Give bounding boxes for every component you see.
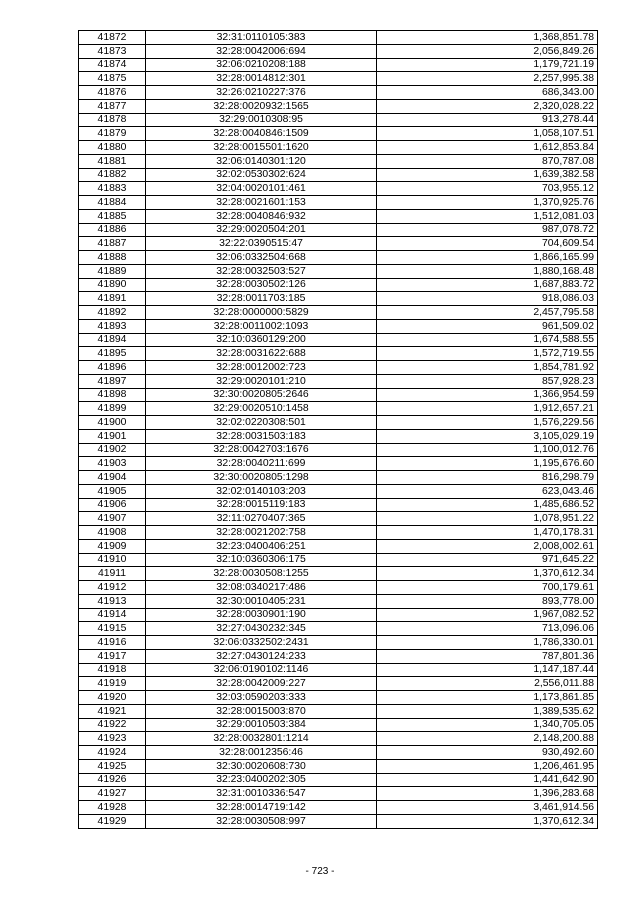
table-row <box>79 636 598 650</box>
cadastral-number-cell: 32:28:0030502:126 <box>146 278 377 292</box>
page-number: - 723 - <box>305 866 335 877</box>
cadastral-value-cell: 816,298.79 <box>377 471 598 485</box>
record-number-cell: 41906 <box>79 498 146 512</box>
record-number-cell: 41882 <box>79 168 146 182</box>
cadastral-number-cell: 32:06:0332504:668 <box>146 251 377 265</box>
cadastral-value-cell: 1,912,657.21 <box>377 402 598 416</box>
cadastral-number-cell: 32:30:0020805:1298 <box>146 471 377 485</box>
table-row <box>79 182 598 196</box>
table-row <box>79 773 598 787</box>
cadastral-number-cell: 32:28:0015501:1620 <box>146 141 377 155</box>
record-number-cell: 41877 <box>79 99 146 113</box>
cadastral-value-cell: 1,396,283.68 <box>377 787 598 801</box>
cadastral-number-cell: 32:28:0014719:142 <box>146 801 377 815</box>
record-number-cell: 41884 <box>79 196 146 210</box>
cadastral-number-cell: 32:06:0332502:2431 <box>146 636 377 650</box>
cadastral-number-cell: 32:23:0400202:305 <box>146 773 377 787</box>
cadastral-value-cell: 686,343.00 <box>377 86 598 100</box>
table-row <box>79 402 598 416</box>
cadastral-number-cell: 32:28:0042009:227 <box>146 677 377 691</box>
cadastral-number-cell: 32:28:0030901:190 <box>146 608 377 622</box>
table-row <box>79 691 598 705</box>
cadastral-number-cell: 32:28:0015003:870 <box>146 704 377 718</box>
record-number-cell: 41910 <box>79 553 146 567</box>
cadastral-number-cell: 32:02:0140103:203 <box>146 484 377 498</box>
cadastral-number-cell: 32:28:0031622:688 <box>146 347 377 361</box>
table-row <box>79 306 598 320</box>
cadastral-value-cell: 1,370,925.76 <box>377 196 598 210</box>
record-number-cell: 41928 <box>79 801 146 815</box>
cadastral-number-cell: 32:30:0010405:231 <box>146 594 377 608</box>
cadastral-number-cell: 32:28:0040846:932 <box>146 209 377 223</box>
cadastral-value-cell: 623,043.46 <box>377 484 598 498</box>
cadastral-number-cell: 32:28:0011002:1093 <box>146 319 377 333</box>
cadastral-value-cell: 2,056,849.26 <box>377 44 598 58</box>
table-row <box>79 347 598 361</box>
table-row <box>79 361 598 375</box>
cadastral-number-cell: 32:11:0270407:365 <box>146 512 377 526</box>
table-row <box>79 746 598 760</box>
cadastral-value-cell: 893,778.00 <box>377 594 598 608</box>
cadastral-number-cell: 32:02:0220308:501 <box>146 416 377 430</box>
record-number-cell: 41913 <box>79 594 146 608</box>
record-number-cell: 41887 <box>79 237 146 251</box>
table-row <box>79 196 598 210</box>
record-number-cell: 41888 <box>79 251 146 265</box>
cadastral-number-cell: 32:28:0021202:758 <box>146 526 377 540</box>
table-row <box>79 594 598 608</box>
cadastral-number-cell: 32:29:0020504:201 <box>146 223 377 237</box>
table-row <box>79 31 598 45</box>
cadastral-value-cell: 1,612,853.84 <box>377 141 598 155</box>
cadastral-number-cell: 32:28:0014812:301 <box>146 72 377 86</box>
cadastral-number-cell: 32:06:0210208:188 <box>146 58 377 72</box>
cadastral-value-cell: 930,492.60 <box>377 746 598 760</box>
record-number-cell: 41896 <box>79 361 146 375</box>
table-row <box>79 374 598 388</box>
table-row <box>79 237 598 251</box>
cadastral-number-cell: 32:28:0031503:183 <box>146 429 377 443</box>
table-row <box>79 99 598 113</box>
table-row <box>79 814 598 828</box>
record-number-cell: 41912 <box>79 581 146 595</box>
record-number-cell: 41881 <box>79 154 146 168</box>
table-row <box>79 512 598 526</box>
cadastral-value-cell: 1,639,382.58 <box>377 168 598 182</box>
cadastral-value-cell: 1,441,642.90 <box>377 773 598 787</box>
cadastral-number-cell: 32:29:0010503:384 <box>146 718 377 732</box>
table-row <box>79 223 598 237</box>
record-number-cell: 41905 <box>79 484 146 498</box>
cadastral-value-cell: 703,955.12 <box>377 182 598 196</box>
record-number-cell: 41921 <box>79 704 146 718</box>
table-row <box>79 168 598 182</box>
cadastral-number-cell: 32:28:0000000:5829 <box>146 306 377 320</box>
table-row <box>79 429 598 443</box>
table-row <box>79 251 598 265</box>
record-number-cell: 41907 <box>79 512 146 526</box>
cadastral-value-cell: 1,366,954.59 <box>377 388 598 402</box>
record-number-cell: 41898 <box>79 388 146 402</box>
cadastral-value-cell: 1,854,781.92 <box>377 361 598 375</box>
cadastral-value-cell: 1,866,165.99 <box>377 251 598 265</box>
record-number-cell: 41925 <box>79 759 146 773</box>
table-row <box>79 457 598 471</box>
record-number-cell: 41899 <box>79 402 146 416</box>
cadastral-number-cell: 32:28:0032801:1214 <box>146 732 377 746</box>
cadastral-number-cell: 32:28:0012356:46 <box>146 746 377 760</box>
table-row <box>79 801 598 815</box>
cadastral-value-cell: 2,556,011.88 <box>377 677 598 691</box>
cadastral-value-cell: 1,687,883.72 <box>377 278 598 292</box>
cadastral-value-cell: 1,967,082.52 <box>377 608 598 622</box>
record-number-cell: 41929 <box>79 814 146 828</box>
record-number-cell: 41923 <box>79 732 146 746</box>
table-row <box>79 526 598 540</box>
cadastral-number-cell: 32:26:0210227:376 <box>146 86 377 100</box>
table-row <box>79 581 598 595</box>
cadastral-number-cell: 32:28:0020932:1565 <box>146 99 377 113</box>
table-row <box>79 484 598 498</box>
record-number-cell: 41927 <box>79 787 146 801</box>
record-number-cell: 41894 <box>79 333 146 347</box>
cadastral-number-cell: 32:28:0042703:1676 <box>146 443 377 457</box>
cadastral-number-cell: 32:28:0015119:183 <box>146 498 377 512</box>
table-row <box>79 718 598 732</box>
table-row <box>79 553 598 567</box>
record-number-cell: 41902 <box>79 443 146 457</box>
cadastral-number-cell: 32:02:0530302:624 <box>146 168 377 182</box>
table-row <box>79 127 598 141</box>
record-number-cell: 41880 <box>79 141 146 155</box>
record-number-cell: 41893 <box>79 319 146 333</box>
cadastral-number-cell: 32:03:0590203:333 <box>146 691 377 705</box>
record-number-cell: 41915 <box>79 622 146 636</box>
cadastral-value-cell: 2,008,002.61 <box>377 539 598 553</box>
cadastral-value-cell: 870,787.08 <box>377 154 598 168</box>
cadastral-number-cell: 32:28:0032503:527 <box>146 264 377 278</box>
cadastral-number-cell: 32:23:0400406:251 <box>146 539 377 553</box>
record-number-cell: 41918 <box>79 663 146 677</box>
cadastral-value-cell: 987,078.72 <box>377 223 598 237</box>
table-row <box>79 498 598 512</box>
cadastral-value-cell: 913,278.44 <box>377 113 598 127</box>
record-number-cell: 41890 <box>79 278 146 292</box>
cadastral-value-cell: 713,096.06 <box>377 622 598 636</box>
cadastral-value-cell: 2,257,995.38 <box>377 72 598 86</box>
record-number-cell: 41914 <box>79 608 146 622</box>
record-number-cell: 41879 <box>79 127 146 141</box>
record-number-cell: 41876 <box>79 86 146 100</box>
table-row <box>79 608 598 622</box>
cadastral-number-cell: 32:28:0021601:153 <box>146 196 377 210</box>
cadastral-value-cell: 1,576,229.56 <box>377 416 598 430</box>
table-row <box>79 704 598 718</box>
cadastral-value-cell: 1,147,187.44 <box>377 663 598 677</box>
cadastral-value-cell: 857,928.23 <box>377 374 598 388</box>
table-row <box>79 72 598 86</box>
record-number-cell: 41901 <box>79 429 146 443</box>
record-number-cell: 41872 <box>79 31 146 45</box>
cadastral-value-cell: 1,173,861.85 <box>377 691 598 705</box>
cadastral-value-cell: 1,470,178.31 <box>377 526 598 540</box>
cadastral-value-cell: 1,078,951.22 <box>377 512 598 526</box>
table-body <box>79 31 598 829</box>
record-number-cell: 41885 <box>79 209 146 223</box>
cadastral-value-cell: 971,645.22 <box>377 553 598 567</box>
cadastral-value-table <box>78 30 598 829</box>
record-number-cell: 41922 <box>79 718 146 732</box>
cadastral-value-cell: 1,195,676.60 <box>377 457 598 471</box>
cadastral-value-cell: 3,461,914.56 <box>377 801 598 815</box>
cadastral-number-cell: 32:31:0110105:383 <box>146 31 377 45</box>
cadastral-number-cell: 32:06:0190102:1146 <box>146 663 377 677</box>
cadastral-number-cell: 32:10:0360129:200 <box>146 333 377 347</box>
cadastral-number-cell: 32:28:0030508:997 <box>146 814 377 828</box>
cadastral-value-cell: 1,368,851.78 <box>377 31 598 45</box>
record-number-cell: 41920 <box>79 691 146 705</box>
cadastral-number-cell: 32:28:0040211:699 <box>146 457 377 471</box>
cadastral-number-cell: 32:28:0011703:185 <box>146 292 377 306</box>
cadastral-value-cell: 1,179,721.19 <box>377 58 598 72</box>
cadastral-value-cell: 1,485,686.52 <box>377 498 598 512</box>
table-row <box>79 154 598 168</box>
record-number-cell: 41926 <box>79 773 146 787</box>
table-row <box>79 649 598 663</box>
table-row <box>79 44 598 58</box>
table-row <box>79 663 598 677</box>
cadastral-value-cell: 704,609.54 <box>377 237 598 251</box>
table-row <box>79 677 598 691</box>
record-number-cell: 41909 <box>79 539 146 553</box>
cadastral-value-cell: 1,674,588.55 <box>377 333 598 347</box>
cadastral-number-cell: 32:28:0012002:723 <box>146 361 377 375</box>
record-number-cell: 41904 <box>79 471 146 485</box>
table-row <box>79 732 598 746</box>
cadastral-value-cell: 2,148,200.88 <box>377 732 598 746</box>
cadastral-number-cell: 32:22:0390515:47 <box>146 237 377 251</box>
cadastral-value-cell: 1,058,107.51 <box>377 127 598 141</box>
record-number-cell: 41917 <box>79 649 146 663</box>
record-number-cell: 41908 <box>79 526 146 540</box>
cadastral-value-cell: 1,572,719.55 <box>377 347 598 361</box>
cadastral-number-cell: 32:28:0040846:1509 <box>146 127 377 141</box>
table-row <box>79 319 598 333</box>
record-number-cell: 41875 <box>79 72 146 86</box>
table-row <box>79 209 598 223</box>
table-row <box>79 292 598 306</box>
table-row <box>79 622 598 636</box>
cadastral-number-cell: 32:29:0020510:1458 <box>146 402 377 416</box>
table-row <box>79 787 598 801</box>
table-row <box>79 141 598 155</box>
table-row <box>79 443 598 457</box>
table-row <box>79 264 598 278</box>
table-row <box>79 471 598 485</box>
record-number-cell: 41916 <box>79 636 146 650</box>
record-number-cell: 41897 <box>79 374 146 388</box>
cadastral-value-cell: 2,457,795.58 <box>377 306 598 320</box>
cadastral-number-cell: 32:27:0430232:345 <box>146 622 377 636</box>
record-number-cell: 41919 <box>79 677 146 691</box>
table-row <box>79 333 598 347</box>
cadastral-number-cell: 32:28:0030508:1255 <box>146 567 377 581</box>
record-number-cell: 41878 <box>79 113 146 127</box>
cadastral-number-cell: 32:29:0020101:210 <box>146 374 377 388</box>
table-row <box>79 58 598 72</box>
cadastral-value-cell: 700,179.61 <box>377 581 598 595</box>
cadastral-number-cell: 32:30:0020805:2646 <box>146 388 377 402</box>
record-number-cell: 41900 <box>79 416 146 430</box>
cadastral-value-cell: 1,786,330.01 <box>377 636 598 650</box>
table-row <box>79 86 598 100</box>
cadastral-value-cell: 1,389,535.62 <box>377 704 598 718</box>
cadastral-value-cell: 1,880,168.48 <box>377 264 598 278</box>
table-row <box>79 759 598 773</box>
record-number-cell: 41924 <box>79 746 146 760</box>
cadastral-number-cell: 32:08:0340217:486 <box>146 581 377 595</box>
record-number-cell: 41911 <box>79 567 146 581</box>
cadastral-value-cell: 1,340,705.05 <box>377 718 598 732</box>
table-row <box>79 567 598 581</box>
cadastral-number-cell: 32:31:0010336:547 <box>146 787 377 801</box>
cadastral-value-cell: 961,509.02 <box>377 319 598 333</box>
cadastral-number-cell: 32:29:0010308:95 <box>146 113 377 127</box>
record-number-cell: 41886 <box>79 223 146 237</box>
cadastral-value-cell: 787,801.36 <box>377 649 598 663</box>
record-number-cell: 41903 <box>79 457 146 471</box>
cadastral-value-cell: 1,512,081.03 <box>377 209 598 223</box>
record-number-cell: 41891 <box>79 292 146 306</box>
table-row <box>79 416 598 430</box>
record-number-cell: 41883 <box>79 182 146 196</box>
cadastral-value-cell: 1,370,612.34 <box>377 814 598 828</box>
record-number-cell: 41895 <box>79 347 146 361</box>
table-row <box>79 539 598 553</box>
table-row <box>79 113 598 127</box>
cadastral-value-cell: 1,370,612.34 <box>377 567 598 581</box>
table-row <box>79 278 598 292</box>
record-number-cell: 41874 <box>79 58 146 72</box>
cadastral-number-cell: 32:06:0140301:120 <box>146 154 377 168</box>
cadastral-value-cell: 1,206,461.95 <box>377 759 598 773</box>
cadastral-number-cell: 32:10:0360306:175 <box>146 553 377 567</box>
record-number-cell: 41892 <box>79 306 146 320</box>
cadastral-number-cell: 32:30:0020608:730 <box>146 759 377 773</box>
cadastral-value-cell: 918,086.03 <box>377 292 598 306</box>
cadastral-value-cell: 1,100,012.76 <box>377 443 598 457</box>
record-number-cell: 41873 <box>79 44 146 58</box>
cadastral-number-cell: 32:04:0020101:461 <box>146 182 377 196</box>
cadastral-number-cell: 32:27:0430124:233 <box>146 649 377 663</box>
table-row <box>79 388 598 402</box>
record-number-cell: 41889 <box>79 264 146 278</box>
cadastral-value-cell: 3,105,029.19 <box>377 429 598 443</box>
cadastral-number-cell: 32:28:0042006:694 <box>146 44 377 58</box>
cadastral-value-cell: 2,320,028.22 <box>377 99 598 113</box>
